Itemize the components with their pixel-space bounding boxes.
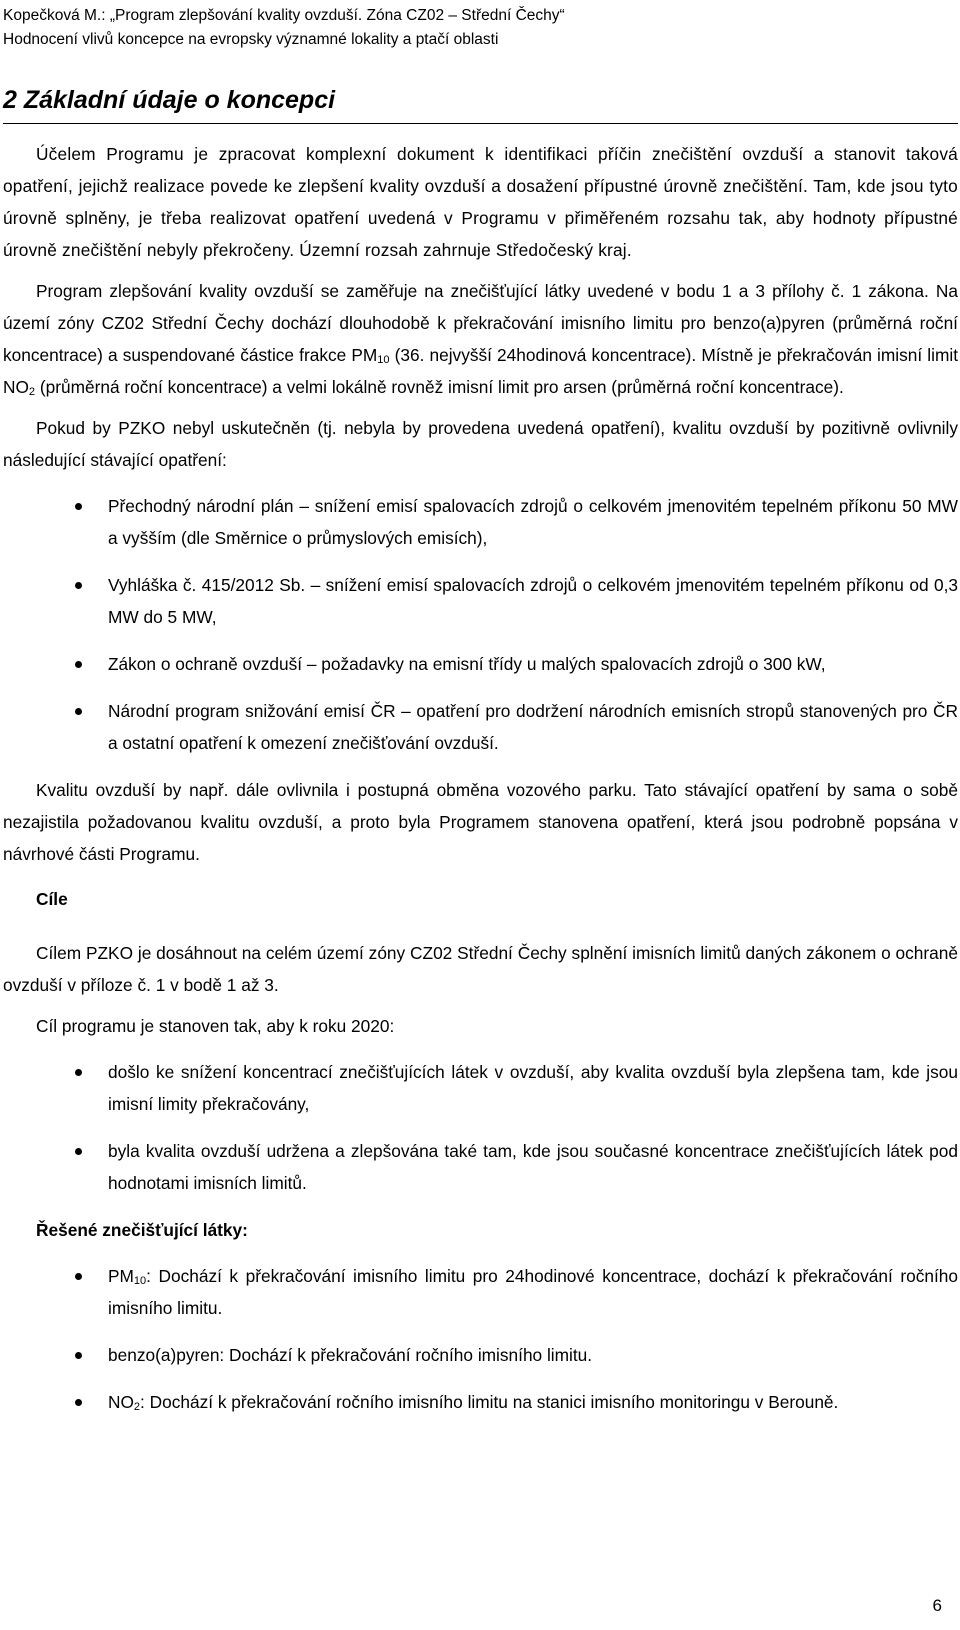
pm10-text: : Dochází k překračování imisního limitu pro 24hodinové koncentrace, dochází k překračování ročního imisního limitu. xyxy=(108,1266,958,1318)
list-item xyxy=(3,1260,958,1324)
goals-list xyxy=(3,1056,958,1199)
bullet-icon xyxy=(75,661,82,668)
list-item-text: došlo ke snížení koncentrací znečišťujících látek v ovzduší, aby kvalita ovzduší byla zlepšena tam, kde jsou imisní limity překračovány, xyxy=(108,1062,958,1114)
list-item-text: Přechodný národní plán – snížení emisí spalovacích zdrojů o celkovém jmenovitém tepelném příkonu 50 MW a vyšším (dle Směrnice o průmyslových emisích), xyxy=(108,496,958,548)
no2-list-subscript: 2 xyxy=(133,1401,141,1413)
bap-text: benzo(a)pyren: Dochází k překračování ročního imisního limitu. xyxy=(108,1345,593,1365)
existing-measures-list xyxy=(3,490,958,759)
list-item xyxy=(3,1135,958,1199)
pollutants-paragraph xyxy=(3,275,958,403)
header-line-1: Kopečková M.: „Program zlepšování kvality ovzduší. Zóna CZ02 – Střední Čechy“ xyxy=(3,7,565,24)
pm-subscript: 10 xyxy=(377,354,390,366)
list-item-text: Vyhláška č. 415/2012 Sb. – snížení emisí spalovacích zdrojů o celkovém jmenovitém tepelném příkonu od 0,3 MW do 5 MW, xyxy=(108,575,958,627)
bullet-icon xyxy=(75,1273,82,1280)
bullet-icon xyxy=(75,1399,82,1406)
bullet-icon xyxy=(75,1148,82,1155)
goals-paragraph: Cílem PZKO je dosáhnout na celém území zóny CZ02 Střední Čechy splnění imisních limitů daných zákonem o ochraně ovzduší v příloze č. 1 v bodě 1 až 3. xyxy=(3,943,958,995)
no2-subscript: 2 xyxy=(28,386,36,398)
list-item xyxy=(3,1056,958,1120)
list-item-text: byla kvalita ovzduší udržena a zlepšována také tam, kde jsou současné koncentrace znečišťujících látek pod hodnotami imisních limitů. xyxy=(108,1141,958,1193)
running-header xyxy=(3,4,565,52)
vehicle-fleet-paragraph: Kvalitu ovzduší by např. dále ovlivnila i postupná obměna vozového parku. Tato stávající opatření by sama o sobě nezajistila požadovanou kvalitu ovzduší, a proto byla Programem stanovena opatření, která jsou podrobně popsána v návrhové části Programu. xyxy=(3,780,958,864)
list-item xyxy=(3,490,958,554)
existing-measures-intro: Pokud by PZKO nebyl uskutečněn (tj. nebyla by provedena uvedená opatření), kvalitu ovzduší by pozitivně ovlivnily následující stávající opatření: xyxy=(3,418,958,470)
pollutants-paragraph-part-a: Program zlepšování kvality ovzduší se zaměřuje na znečišťující látky uvedené v bodu 1 a 3 přílohy č. 1 zákona. Na území zóny CZ02 Střední Čechy dochází dlouhodobě k překračování imisního limitu pro benzo(a)pyren (průměrná roční koncentrace) a suspendované částice frakce PM xyxy=(3,281,958,365)
no2-label: NO xyxy=(108,1392,134,1412)
list-item xyxy=(3,1339,958,1371)
bullet-icon xyxy=(75,708,82,715)
goals-2020-intro: Cíl programu je stanoven tak, aby k roku 2020: xyxy=(36,1016,395,1036)
no2-text: : Dochází k překračování ročního imisního limitu na stanici imisního monitoringu v Berouně. xyxy=(140,1392,839,1412)
chapter-heading-text: 2 Základní údaje o koncepci xyxy=(3,86,336,114)
pm10-subscript: 10 xyxy=(133,1275,147,1287)
bullet-icon xyxy=(75,1069,82,1076)
list-item xyxy=(3,648,958,680)
chapter-heading xyxy=(3,86,958,124)
page-number: 6 xyxy=(932,1596,942,1615)
bullet-icon xyxy=(75,1352,82,1359)
pollutants-paragraph-part-c: (průměrná roční koncentrace) a velmi lokálně rovněž imisní limit pro arsen (průměrná roční koncentrace). xyxy=(35,377,844,397)
pollutants-heading: Řešené znečišťující látky: xyxy=(36,1220,248,1240)
list-item-text: Národní program snižování emisí ČR – opatření pro dodržení národních emisních stropů stanovených pro ČR a ostatní opatření k omezení znečišťování ovzduší. xyxy=(108,701,958,753)
bullet-icon xyxy=(75,503,82,510)
pm10-label: PM xyxy=(108,1266,134,1286)
header-line-2: Hodnocení vlivů koncepce na evropsky významné lokality a ptačí oblasti xyxy=(3,31,499,48)
intro-paragraph: Účelem Programu je zpracovat komplexní dokument k identifikaci příčin znečištění ovzduší a stanovit taková opatření, jejichž realizace povede ke zlepšení kvality ovzduší a dosažení přípustné úrovně znečištění. Tam, kde jsou tyto úrovně splněny, je třeba realizovat opatření uvedená v Programu v přiměřeném rozsahu tak, aby hodnoty přípustné úrovně znečištění nebyly překročeny. Územní rozsah zahrnuje Středočeský kraj. xyxy=(3,144,958,260)
body-content xyxy=(3,138,958,1433)
list-item xyxy=(3,695,958,759)
pollutants-list xyxy=(3,1260,958,1418)
bullet-icon xyxy=(75,582,82,589)
list-item xyxy=(3,1386,958,1418)
list-item xyxy=(3,569,958,633)
list-item-text: Zákon o ochraně ovzduší – požadavky na emisní třídy u malých spalovacích zdrojů o 300 kW, xyxy=(108,654,826,674)
goals-heading: Cíle xyxy=(36,889,68,909)
pollutants-paragraph-part-b: (36. nejvyšší 24hodinová koncentrace). Místně je překračován imisní limit NO xyxy=(3,345,959,397)
